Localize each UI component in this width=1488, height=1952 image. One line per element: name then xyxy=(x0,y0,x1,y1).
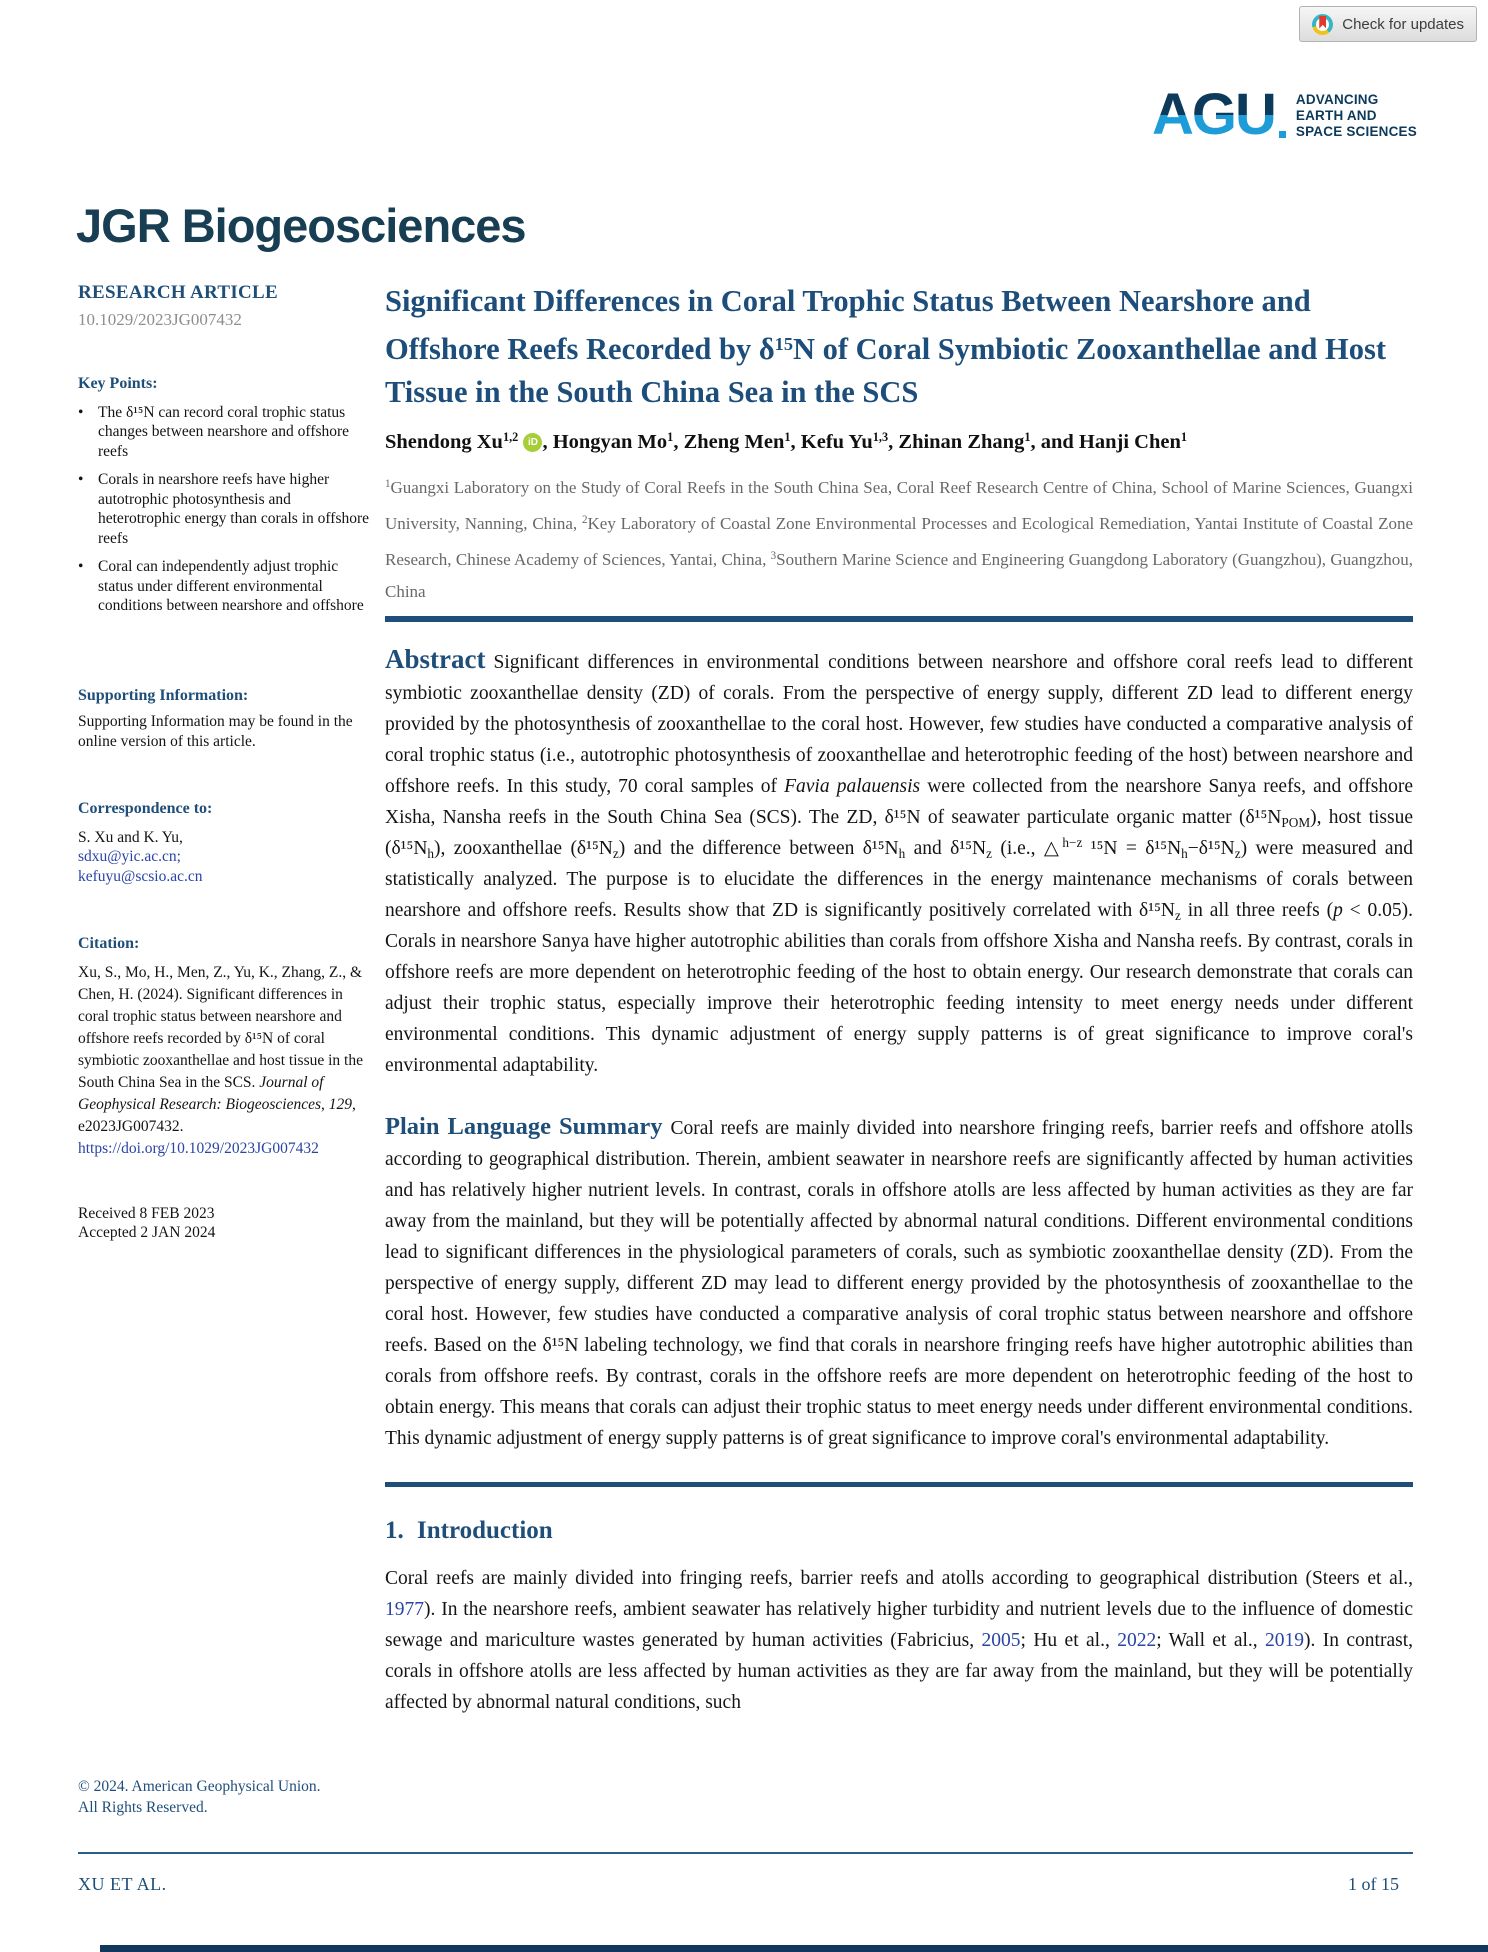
bullet-icon: • xyxy=(78,471,84,488)
key-points-list xyxy=(78,403,370,616)
plain-language-summary-paragraph xyxy=(385,1111,1413,1454)
agu-logo-dot xyxy=(1279,131,1286,138)
agu-tagline-line: SPACE SCIENCES xyxy=(1295,124,1417,139)
bullet-icon: • xyxy=(78,403,84,421)
copyright-line: All Rights Reserved. xyxy=(78,1799,208,1816)
correspondence-email-link[interactable]: kefuyu@scsio.ac.cn xyxy=(78,867,203,885)
bullet-icon: • xyxy=(78,558,84,575)
introduction-heading: 1. Introduction xyxy=(385,1517,553,1544)
crossmark-icon xyxy=(1312,14,1333,35)
doi-label: 10.1029/2023JG007432 xyxy=(78,309,242,329)
plain-language-summary-text: Coral reefs are mainly divided into nearshore fringing reefs, barrier reefs and offshore atolls according to geographical distribution. Therein, ambient seawater in nearshore reefs are significantly affected by human activities and has relatively higher nutrient levels. In contrast, corals in offshore atolls are less affected by human activities as they are far away from the mainland, but they will be potentially affected by abnormal natural conditions. Different environmental conditions lead to significant differences in the physiological parameters of corals, such as symbiotic zooxanthellae density (ZD). From the perspective of energy supply, different ZD may lead to different energy provided by the photosynthesis of zooxanthellae to the coral host. However, few studies have conducted a comparative analysis of coral trophic status between nearshore and offshore reefs. Based on the δ¹⁵N labeling technology, we find that corals in nearshore fringing reefs have higher autotrophic abilities than corals from offshore reefs. By contrast, corals in the offshore reefs are more dependent on heterotrophic feeding of the host to obtain energy. This means that corals can adjust their trophic status to meet energy needs under different environmental conditions. This dynamic adjustment of energy supply patterns is of great significance to improve coral's environmental adaptability. xyxy=(385,1118,1413,1449)
inline-link[interactable]: 2005 xyxy=(981,1630,1021,1651)
citation-text: Xu, S., Mo, H., Men, Z., Yu, K., Zhang, Z., & Chen, H. (2024). Significant differences in coral trophic status between nearshore and offshore reefs recorded by δ¹⁵N of coral symbiotic zooxanthellae and host tissue in the South China Sea in the SCS. Journal of Geophysical Research: Biogeosciences, 129, e2023JG007432. https://doi.org/10.1029/2023JG007432 xyxy=(78,963,363,1157)
inline-link[interactable]: 2019 xyxy=(1265,1630,1305,1651)
correspondence-heading: Correspondence to: xyxy=(78,800,213,817)
footer-divider xyxy=(78,1852,1413,1854)
inline-link[interactable]: 2022 xyxy=(1117,1630,1157,1651)
key-point-item xyxy=(78,403,370,462)
agu-tagline-line: ADVANCING xyxy=(1295,92,1379,107)
key-point-text: Coral can independently adjust trophic status under different environmental conditions between nearshore and offshore xyxy=(98,558,364,614)
correspondence-names: S. Xu and K. Yu, xyxy=(78,828,183,846)
running-head: XU ET AL. xyxy=(78,1874,167,1894)
bottom-accent-bar xyxy=(100,1945,1488,1952)
correspondence-email-link[interactable]: sdxu@yic.ac.cn; xyxy=(78,848,181,865)
introduction-text: Coral reefs are mainly divided into fringing reefs, barrier reefs and atolls according to geographical distribution (Steers et al., 1977). In the nearshore reefs, ambient seawater has relatively higher turbidity and nutrient levels due to the influence of domestic sewage and mariculture wastes generated by human activities (Fabricius, 2005; Hu et al., 2022; Wall et al., 2019). In contrast, corals in offshore atolls are less affected by human activities as they are far away from the mainland, but they will be potentially affected by abnormal natural conditions, such xyxy=(385,1568,1414,1713)
check-for-updates-label: Check for updates xyxy=(1342,15,1464,33)
copyright-line: © 2024. American Geophysical Union. xyxy=(78,1778,321,1795)
affiliations: $^1$Guangxi Laboratory on the Study of Coral Reefs in the South China Sea, Coral Reef Research Centre of China, School of Marine Sciences, Guangxi University, Nanning, China, $^2$Key Laboratory of Coastal Zone Environmental Processes and Ecological Remediation, Yantai Institute of Coastal Zone Research, Chinese Academy of Sciences, Yantai, China, $^3$Southern Marine Science and Engineering Guangdong Laboratory (Guangzhou), Guangzhou, China xyxy=(385,478,1414,601)
supporting-info-text: Supporting Information may be found in the online version of this article. xyxy=(78,713,353,750)
agu-tagline-line: EARTH AND xyxy=(1295,108,1377,123)
key-points-heading: Key Points: xyxy=(78,375,158,392)
journal-masthead: JGR Biogeosciences xyxy=(76,199,526,252)
sidebar xyxy=(78,283,370,1243)
page-number: 1 of 15 xyxy=(1348,1874,1399,1894)
section-divider xyxy=(385,1482,1413,1487)
copyright-notice xyxy=(78,1776,321,1818)
accepted-date: Accepted 2 JAN 2024 xyxy=(78,1224,216,1241)
abstract-text: Significant differences in environmental conditions between nearshore and offshore coral reefs lead to different symbiotic zooxanthellae density (ZD) of corals. From the perspective of energy supply, different ZD lead to different energy provided by the photosynthesis of zooxanthellae to the coral host. However, few studies have conducted a comparative analysis of coral trophic status (i.e., autotrophic photosynthesis of zooxanthellae and heterotrophic feeding of the host) between nearshore and offshore reefs. In this study, 70 coral samples of Favia palauensis were collected from the nearshore Sanya reefs, and offshore Xisha, Nansha reefs in the South China Sea (SCS). The ZD, δ¹⁵N of seawater particulate organic matter $(\delta^{15}N_{POM})$, host tissue $(\delta^{15}N_h)$, zooxanthellae $(\delta^{15}N_z)$ and the difference between $\delta^{15}N_h$ and $\delta^{15}N_z$ (i.e., △$^{h-z}$ $^{15}N = \delta^{15}N_h-\delta^{15}N_z$) were measured and statistically analyzed. The purpose is to elucidate the differences in the energy maintenance mechanisms of corals between nearshore and offshore reefs. Results show that ZD is significantly positively correlated with $\delta^{15}N_z$ in all three reefs (p < 0.05). Corals in nearshore Sanya have higher autotrophic abilities than corals from offshore Xisha and Nansha reefs. By contrast, corals in offshore reefs are more dependent on heterotrophic feeding of the host to obtain energy. Our research demonstrate that corals can adjust their trophic status, especially improve their heterotrophic feeding intensity to meet energy needs under different environmental conditions. This dynamic adjustment of energy supply patterns is of great significance to improve coral's environmental adaptability. xyxy=(385,652,1413,1076)
section-divider xyxy=(385,616,1413,622)
agu-logo-word: AGU xyxy=(1152,82,1275,147)
author-list: Shendong Xu$^{1,2}$ iD , Hongyan Mo$^1$, Zheng Men$^1$, Kefu Yu$^{1,3}$, Zhinan Zhang$^1$, and Hanji Chen$^1$ xyxy=(385,430,1188,453)
agu-logo-tagline xyxy=(1296,86,1417,140)
agu-logo xyxy=(1152,82,1417,147)
check-for-updates-button[interactable] xyxy=(1299,6,1477,42)
article-type-label: RESEARCH ARTICLE xyxy=(78,282,278,303)
plain-language-summary-heading: Plain Language Summary xyxy=(385,1113,663,1140)
citation-heading: Citation: xyxy=(78,935,140,952)
inline-link[interactable]: https://doi.org/10.1029/2023JG007432 xyxy=(78,1139,319,1157)
key-point-text: The δ¹⁵N can record coral trophic status changes between nearshore and offshore reefs xyxy=(98,403,350,460)
key-point-item xyxy=(78,557,370,616)
article-title: Significant Differences in Coral Trophic Status Between Nearshore and Offshore Reefs Recorded by $\delta^{15}N$ of Coral Symbiotic Zooxanthellae and Host Tissue in the South China Sea in the SCS xyxy=(385,284,1387,409)
supporting-info-heading: Supporting Information: xyxy=(78,686,249,704)
inline-link[interactable]: 1977 xyxy=(385,1599,424,1620)
key-point-text: Corals in nearshore reefs have higher autotrophic photosynthesis and heterotrophic energy than corals in offshore reefs xyxy=(98,471,370,547)
key-point-item xyxy=(78,470,370,548)
abstract-paragraph xyxy=(385,644,1413,1081)
orcid-icon[interactable]: iD xyxy=(523,433,542,452)
received-date: Received 8 FEB 2023 xyxy=(78,1204,215,1222)
abstract-heading: Abstract xyxy=(385,644,486,674)
main-column xyxy=(385,280,1413,1718)
